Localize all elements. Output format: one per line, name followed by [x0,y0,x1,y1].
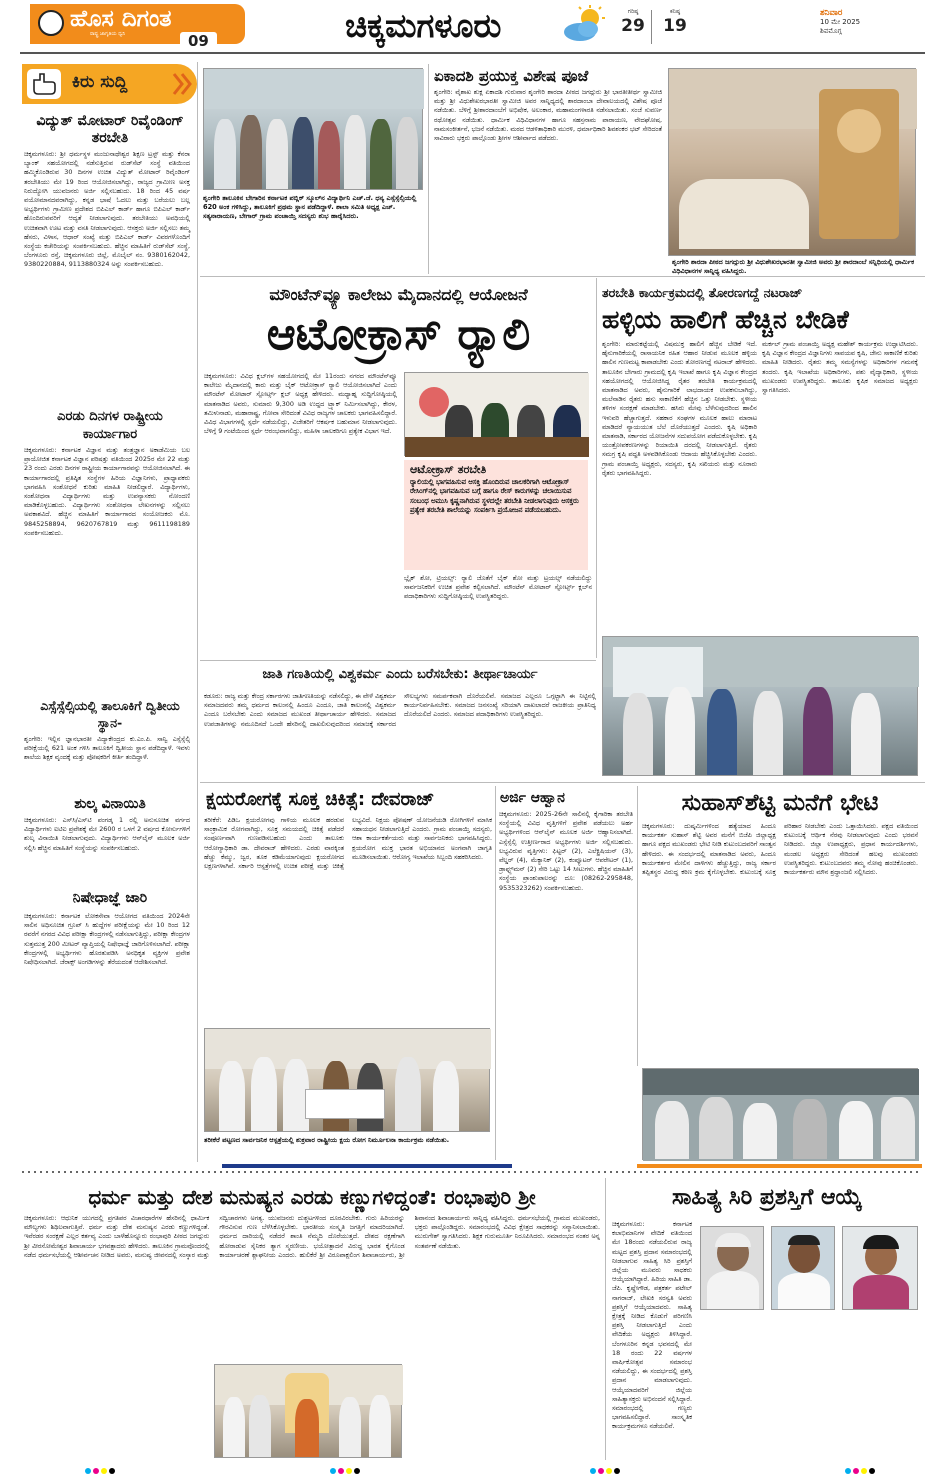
application-body: ಚಿಕ್ಕಮಗಳೂರು: 2025-26ನೇ ಸಾಲಿನಲ್ಲಿ ಕೈಗಾರಿಕಾ ತರಬೇತಿ ಸಂಸ್ಥೆಯಲ್ಲಿ ವಿವಿಧ ವೃತ್ತಿಗಳಿಗೆ ಪ್ರವೇಶ ಪಡೆಯಲು ಅರ್ಹ ಅಭ್ಯರ್ಥಿಗಳಿಂದ ಆನ್‌ಲೈನ್ ಮೂಲಕ ಅರ್ಜಿ ಆಹ್ವಾನಿಸಲಾಗಿದೆ. ಎಸ್ಸೆಸ್ಸೆಲ್ಸಿ ಉತ್ತೀರ್ಣರಾದ ಅಭ್ಯರ್ಥಿಗಳು ಅರ್ಜಿ ಸಲ್ಲಿಸಬಹುದು. ಲಭ್ಯವಿರುವ ವೃತ್ತಿಗಳು: ಫಿಟ್ಟರ್ (2), ಎಲೆಕ್ಟ್ರಿಷಿಯನ್ (3), ವೆಲ್ಡರ್ (4), ಮೆಕ್ಯಾನಿಕ್ (2), ಕಂಪ್ಯೂಟರ್ ಆಪರೇಟರ್ (1), ಡ್ರಾಫ್ಟ್ಸ್‌ಮನ್ (2) ಸೇರಿ ಒಟ್ಟು 14 ಸೀಟುಗಳು. ಹೆಚ್ಚಿನ ಮಾಹಿತಿಗೆ ಸಂಸ್ಥೆಯ ಪ್ರಾಂಶುಪಾಲರನ್ನು ದೂ: (08262-295848, 9535323262) ಸಂಪರ್ಕಿಸಬಹುದು. [499,810,633,892]
suhas-body: ಚಿಕ್ಕಮಗಳೂರು: ದುಷ್ಕರ್ಮಿಗಳಿಂದ ಹತ್ಯೆಯಾದ ಹಿಂದೂ ಕಾರ್ಯಕರ್ತ ಸುಹಾಸ್ ಶೆಟ್ಟಿ ಅವರ ಮನೆಗೆ ಬಿಜೆಪಿ ಜಿಲ್ಲಾಧ್ಯಕ್ಷ ಹಾಗೂ ಪಕ್ಷದ ಮುಖಂಡರು ಭೇಟಿ ನೀಡಿ ಕುಟುಂಬದವರಿಗೆ ಸಾಂತ್ವನ ಹೇಳಿದರು. ಈ ಸಂದರ್ಭದಲ್ಲಿ ಮಾತನಾಡಿದ ಅವರು, ಹಿಂದೂ ಕಾರ್ಯಕರ್ತರ ಮೇಲಿನ ದಾಳಿಗಳು ಹೆಚ್ಚುತ್ತಿದ್ದು, ರಾಜ್ಯ ಸರ್ಕಾರ ತಪ್ಪಿತಸ್ಥರ ವಿರುದ್ಧ ಕಠಿಣ ಕ್ರಮ ಕೈಗೊಳ್ಳಬೇಕು. ಕುಟುಂಬಕ್ಕೆ ಸೂಕ್ತ ಪರಿಹಾರ ನೀಡಬೇಕು ಎಂದು ಒತ್ತಾಯಿಸಿದರು. ಪಕ್ಷದ ವತಿಯಿಂದ ಕುಟುಂಬಕ್ಕೆ ಆರ್ಥಿಕ ನೆರವು ನೀಡಲಾಗುವುದು ಎಂದು ಭರವಸೆ ನೀಡಿದರು. ಜಿಲ್ಲಾ ಉಪಾಧ್ಯಕ್ಷರು, ಪ್ರಧಾನ ಕಾರ್ಯದರ್ಶಿಗಳು, ಮಂಡಲ ಅಧ್ಯಕ್ಷರು ಸೇರಿದಂತೆ ಹಲವು ಮುಖಂಡರು ಉಪಸ್ಥಿತರಿದ್ದರು. ಕುಟುಂಬದವರು ತಮ್ಮ ನೋವು ಹಂಚಿಕೊಂಡರು. ಕಾರ್ಯಕರ್ತರು ಮೌನ ಶ್ರದ್ಧಾಂಜಲಿ ಸಲ್ಲಿಸಿದರು. [642,822,918,877]
sahitya-body: ಚಿಕ್ಕಮಗಳೂರು: ಕರ್ನಾಟಕ ಕಲಾಭಿಮಾನಿಗಳ ವೇದಿಕೆ ವತಿಯಿಂದ ಮೇ 18ರಂದು ನಡೆಯಲಿರುವ ರಾಜ್ಯ ಮಟ್ಟದ ಪ್ರಶಸ್ತಿ ಪ್ರದಾನ ಸಮಾರಂಭದಲ್ಲಿ ನೀಡಲಾಗುವ ಸಾಹಿತ್ಯ ಸಿರಿ ಪ್ರಶಸ್ತಿಗೆ ಜಿಲ್ಲೆಯ ಮೂವರು ಸಾಧಕರು ಆಯ್ಕೆಯಾಗಿದ್ದಾರೆ. ಹಿರಿಯ ಸಾಹಿತಿ ಡಾ. ಜೆಪಿ. ಕೃಷ್ಣೇಗೌಡ, ಪತ್ರಕರ್ತ ಪಟೇಲ್ ನಾಗರಾಜ್, ಲೇಖಕಿ ಸರಸ್ವತಿ ಅವರು ಪ್ರಶಸ್ತಿಗೆ ಆಯ್ಕೆಯಾದವರು. ಸಾಹಿತ್ಯ ಕ್ಷೇತ್ರಕ್ಕೆ ನೀಡಿದ ಕೊಡುಗೆ ಪರಿಗಣಿಸಿ ಪ್ರಶಸ್ತಿ ನೀಡಲಾಗುತ್ತಿದೆ ಎಂದು ವೇದಿಕೆಯ ಅಧ್ಯಕ್ಷರು ತಿಳಿಸಿದ್ದಾರೆ. ಬೆಂಗಳೂರಿನ ಕನ್ನಡ ಭವನದಲ್ಲಿ ಮೇ 18 ರಂದು 22 ವರ್ಷಗಳ ವಾರ್ಷಿಕೋತ್ಸವ ಸಮಾರಂಭ ನಡೆಯಲಿದ್ದು, ಈ ಸಂದರ್ಭದಲ್ಲಿ ಪ್ರಶಸ್ತಿ ಪ್ರದಾನ ಮಾಡಲಾಗುವುದು. ಆಯ್ಕೆಯಾದವರಿಗೆ ಜಿಲ್ಲೆಯ ಸಾಹಿತ್ಯಾಸಕ್ತರು ಅಭಿನಂದನೆ ಸಲ್ಲಿಸಿದ್ದಾರೆ. ಸಮಾರಂಭದಲ್ಲಿ ಗಣ್ಯರು ಭಾಗವಹಿಸಲಿದ್ದಾರೆ. ಸಾಂಸ್ಕೃತಿಕ ಕಾರ್ಯಕ್ರಮಗಳೂ ನಡೆಯಲಿವೆ. [612,1220,692,1431]
autocross-info-box [404,460,588,570]
masthead [0,0,945,52]
tb-title: ಕ್ಷಯರೋಗಕ್ಕೆ ಸೂಕ್ತ ಚಿಕಿತ್ಸೆ: ದೇವರಾಜ್ [206,789,435,810]
min-temp: ಕನಿಷ್ಠ 19 [663,8,687,36]
school-group-photo [203,68,423,190]
vishwakarma-title: ಜಾತಿ ಗಣತಿಯಲ್ಲಿ ವಿಶ್ವಕರ್ಮ ಎಂದು ಬರೆಸಬೇಕು: ತೀರ್ಥಾಚಾರ್ಯ [262,667,538,682]
column-divider [605,1178,606,1460]
color-registration-marks [590,1468,620,1474]
school-photo-caption: ಶೃಂಗೇರಿ ತಾಲೂಕಿನ ಬೇಗಾರಿನ ಕರ್ನಾಟಕ ಪಬ್ಲಿಕ್ ಸ್ಕೂಲ್‌ನ ವಿದ್ಯಾರ್ಥಿನಿ ಎಚ್.ಜೆ. ಧನ್ಯ ಎಸ್ಸೆಸ್ಸೆಲ್ಸಿಯಲ್ಲಿ 620 ಅಂಕ ಗಳಿಸಿದ್ದು, ತಾಲೂಕಿಗೆ ಪ್ರಥಮ ಸ್ಥಾನ ಪಡೆದಿದ್ದಾಳೆ. ಶಾಲಾ ಸಮಿತಿ ಅಧ್ಯಕ್ಷ ಎಚ್. ಸತ್ಯನಾರಾಯಣ, ಬೇಗಾರ್ ಗ್ರಾಮ ಪಂಚಾಯ್ತಿ ಸದಸ್ಯರು ಶುಭ ಹಾರೈಸಿದರು. [203,194,417,220]
lamp-emblem-icon [38,10,64,36]
page-number: 09 [180,32,217,50]
kirusuddi-banner [22,64,197,104]
column-divider [637,786,638,1066]
max-temp: ಗರಿಷ್ಠ 29 [621,8,645,36]
brief-4-title: ಶುಲ್ಕ ವಿನಾಯಿತಿ [74,796,146,812]
sun-cloud-icon [560,4,610,44]
awardee-1-photo [700,1226,764,1310]
application-title: ಅರ್ಜಿ ಆಹ್ವಾನ [500,790,565,806]
ekadashi-caption: ಶೃಂಗೇರಿ ಶಾರದಾ ಪೀಠದ ಜಗದ್ಗುರು ಶ್ರೀ ವಿಧುಶೇಖರಭಾರತೀ ಸ್ವಾಮೀಜಿ ಅವರು ಶ್ರೀ ಶಾರದಾಂಬೆ ಸನ್ನಿಧಿಯಲ್ಲಿ ಧಾರ್ಮಿಕ ವಿಧಿವಿಧಾನಗಳ ಸಾನ್ನಿಧ್ಯ ವಹಿಸಿದ್ದರು. [672,258,915,275]
city-title: ಚಿಕ್ಕಮಗಳೂರು [345,6,502,45]
awardee-3-photo [842,1226,918,1310]
nataraj-body: ಶೃಂಗೇರಿ: ಮಾರುಕಟ್ಟೆಯಲ್ಲಿ ವಿಷಮುಕ್ತ ಹಾಲಿಗೆ ಹೆಚ್ಚಿನ ಬೇಡಿಕೆ ಇದೆ. ಹೈನುಗಾರಿಕೆಯಲ್ಲಿ ರಾಸಾಯನಿಕ ರಹಿತ ಆಹಾರ ನೀಡುವ ಮೂಲಕ ಹಳ್ಳಿಯ ಹಾಲಿನ ಗುಣಮಟ್ಟ ಕಾಪಾಡಬೇಕು ಎಂದು ತೋರಣಗದ್ದೆ ನಟರಾಜ್ ಹೇಳಿದರು. ತಾಲೂಕಿನ ಬೇಗಾರು ಗ್ರಾಮದಲ್ಲಿ ಕೃಷಿ ಇಲಾಖೆ ಹಾಗೂ ಕೃಷಿ ವಿಜ್ಞಾನ ಕೇಂದ್ರದ ಸಹಯೋಗದಲ್ಲಿ ಆಯೋಜಿಸಿದ್ದ ರೈತರ ತರಬೇತಿ ಕಾರ್ಯಕ್ರಮದಲ್ಲಿ ಮಾತನಾಡಿದ ಅವರು, ಹೈನುಗಾರಿಕೆ ಲಾಭದಾಯಕ ಉಪಕಸುಬಾಗಿದ್ದು, ಮಲೆನಾಡಿನ ರೈತರು ಹಸು ಸಾಕಾಣಿಕೆಗೆ ಹೆಚ್ಚಿನ ಒತ್ತು ನೀಡಬೇಕು. ಸ್ಥಳೀಯ ತಳಿಗಳ ಸಂರಕ್ಷಣೆ ಮಾಡಬೇಕು. ಹಸಿರು ಮೇವು ಬೆಳೆಸುವುದರಿಂದ ಹಾಲಿನ ಇಳುವರಿ ಹೆಚ್ಚಾಗುತ್ತದೆ. ಸಹಕಾರ ಸಂಘಗಳ ಮೂಲಕ ಹಾಲು ಮಾರಾಟ ಮಾಡಿದರೆ ನ್ಯಾಯಯುತ ಬೆಲೆ ದೊರೆಯುತ್ತದೆ ಎಂದರು. ಕೃಷಿ ಅಧಿಕಾರಿ ಮಾತನಾಡಿ, ಸರ್ಕಾರದ ಯೋಜನೆಗಳ ಸದುಪಯೋಗ ಪಡೆದುಕೊಳ್ಳಬೇಕು. ಕೃಷಿ ಯಂತ್ರೋಪಕರಣಗಳನ್ನು ರಿಯಾಯಿತಿ ದರದಲ್ಲಿ ನೀಡಲಾಗುತ್ತಿದೆ. ರೈತರು ಸಮಗ್ರ ಕೃಷಿ ಪದ್ಧತಿ ಅಳವಡಿಸಿಕೊಂಡು ಆದಾಯ ಹೆಚ್ಚಿಸಿಕೊಳ್ಳಬೇಕು ಎಂದರು. ಗ್ರಾಮ ಪಂಚಾಯ್ತಿ ಅಧ್ಯಕ್ಷರು, ಸದಸ್ಯರು, ಕೃಷಿ ಸಖಿಯರು ಮತ್ತು ನೂರಾರು ರೈತರು ಭಾಗವಹಿಸಿದ್ದರು. [602,340,757,477]
brief-5-title: ನಿಷೇಧಾಜ್ಞೆ ಜಾರಿ [72,890,148,906]
awardee-2-photo [771,1226,835,1310]
dotted-rule [22,1168,922,1178]
brief-3-title: ಎಸ್ಸೆಸ್ಸೆಲ್ಸಿಯಲ್ಲಿ ತಾಲೂಕಿಗೆ ದ್ವಿತೀಯ ಸ್ಥಾನ- [40,698,180,730]
date-block: ಶನಿವಾರ 10 ಮೇ 2025 ಶಿವಮೊಗ್ಗ [820,8,861,35]
tb-caption: ತರೀಕೆರೆ ಪಟ್ಟಣದ ಸಾರ್ವಜನಿಕ ಆಸ್ಪತ್ರೆಯಲ್ಲಿ ಶುಕ್ರವಾರ ರಾಷ್ಟ್ರೀಯ ಕ್ಷಯ ರೋಗ ನಿರ್ಮೂಲನಾ ಕಾರ್ಯಕ್ರಮ ನಡೆಯಿತು. [204,1136,450,1144]
rambhapuri-body-cont-2 [406,1364,600,1460]
column-divider [596,278,597,658]
rambhapuri-title: ಧರ್ಮ ಮತ್ತು ದೇಶ ಮನುಷ್ಯನ ಎರಡು ಕಣ್ಣುಗಳಿದ್ದಂತೆ: ರಂಭಾಪುರಿ ಶ್ರೀ [88,1185,536,1209]
brief-4-body: ಚಿಕ್ಕಮಗಳೂರು: ಎಸ್‌ಸಿ/ಎಸ್‌ಟಿ ಪಂಗಡ್ಕ 1 ರಲ್ಲಿ ಅನುಸೂಚಿತ ವರ್ಗದ ವಿದ್ಯಾರ್ಥಿಗಳು ಐಟಿಐ ಪ್ರವೇಶಕ್ಕೆ ಮೇ 2600 ರ ಒಳಗೆ 2 ವರ್ಷದ ಕೋರ್ಸುಗಳಿಗೆ ಶುಲ್ಕ ವಿನಾಯಿತಿ ನೀಡಲಾಗುವುದು. ವಿದ್ಯಾರ್ಥಿಗಳು ಆನ್‌ಲೈನ್ ಮೂಲಕ ಅರ್ಜಿ ಸಲ್ಲಿಸಿ ಹೆಚ್ಚಿನ ಮಾಹಿತಿಗೆ ಸಂಸ್ಥೆಯನ್ನು ಸಂಪರ್ಕಿಸಬಹುದು. [24,816,190,852]
kirusuddi-label: ಕಿರು ಸುದ್ದಿ [72,72,128,92]
nataraj-body-2: ಮರ್ಕಲ್ ಗ್ರಾಮ ಪಂಚಾಯ್ತಿ ಅಧ್ಯಕ್ಷ ಮಹೇಶ್ ಕಾರ್ಯಕ್ರಮ ಉದ್ಘಾಟಿಸಿದರು. ಕೃಷಿ ವಿಜ್ಞಾನ ಕೇಂದ್ರದ ವಿಜ್ಞಾನಿಗಳು ಸಾವಯವ ಕೃಷಿ, ಜೇನು ಸಾಕಾಣಿಕೆ ಕುರಿತು ಮಾಹಿತಿ ನೀಡಿದರು. ರೈತರು ತಮ್ಮ ಸಮಸ್ಯೆಗಳನ್ನು ಅಧಿಕಾರಿಗಳ ಗಮನಕ್ಕೆ ತಂದರು. ಕೃಷಿ ಇಲಾಖೆಯ ಅಧಿಕಾರಿಗಳು, ಪಶು ವೈದ್ಯಾಧಿಕಾರಿ, ಸ್ಥಳೀಯ ಮುಖಂಡರು ಉಪಸ್ಥಿತರಿದ್ದರು. ತಾಲೂಕು ಕೃಷಿಕ ಸಮಾಜದ ಅಧ್ಯಕ್ಷರು ಸ್ವಾಗತಿಸಿದರು. [762,340,918,395]
autocross-title: ಆಟೋಕ್ರಾಸ್ ರ‍್ಯಾಲಿ [266,309,531,360]
sahitya-title: ಸಾಹಿತ್ಯ ಸಿರಿ ಪ್ರಶಸ್ತಿಗೆ ಆಯ್ಕೆ [671,1185,863,1210]
pointing-hand-icon [26,68,62,100]
column-divider [197,62,198,1162]
rambhapuri-photo [214,1364,402,1458]
sahitya-body-cont [700,1314,918,1460]
column-divider [495,786,496,1160]
brief-2-body: ಚಿಕ್ಕಮಗಳೂರು: ಕರ್ನಾಟಕ ವಿಜ್ಞಾನ ಮತ್ತು ತಂತ್ರಜ್ಞಾನ ಅಕಾಡೆಮಿಯ ಬಲ ಪ್ರಾಯೋಜಿತ ಕರ್ನಾಟಕ ವಿಜ್ಞಾನ ಪರಿಷತ್ತು ವತಿಯಿಂದ 2025ರ ಮೇ 22 ಮತ್ತು 23 ರಂದು ಎರಡು ದಿನಗಳ ರಾಷ್ಟ್ರೀಯ ಕಾರ್ಯಾಗಾರವನ್ನು ಆಯೋಜಿಸಲಾಗಿದೆ. ಈ ಕಾರ್ಯಾಗಾರದಲ್ಲಿ ಪ್ರತಿಷ್ಠಿತ ಸಂಸ್ಥೆಗಳ ಹಿರಿಯ ವಿಜ್ಞಾನಿಗಳು, ಪ್ರಾಧ್ಯಾಪಕರು ಭಾಗವಹಿಸಿ ಸಂಶೋಧನೆ ಕುರಿತು ಮಾಹಿತಿ ನೀಡಲಿದ್ದಾರೆ. ವಿದ್ಯಾರ್ಥಿಗಳು, ಸಂಶೋಧನಾ ವಿದ್ಯಾರ್ಥಿಗಳು ಮತ್ತು ಉಪನ್ಯಾಸಕರು ನೋಂದಣಿ ಮಾಡಿಕೊಳ್ಳಬಹುದು. ವಿದ್ಯಾರ್ಥಿಗಳು ಸಂಶೋಧನಾ ಲೇಖನಗಳನ್ನು ಸಲ್ಲಿಸಲು ಅವಕಾಶವಿದೆ. ಹೆಚ್ಚಿನ ಮಾಹಿತಿಗೆ ಕಾರ್ಯಾಗಾರದ ಸಂಯೋಜಕರು ಮೊ. 9845258894, 9620767819 ಮತ್ತು 9611198189 ಸಂಪರ್ಕಿಸಬಹುದು. [24,446,190,537]
tb-body: ತರೀಕೆರೆ: ಪಿಡಿಒ ಕ್ಷಯರೋಗವು ಗಾಳಿಯ ಮೂಲಕ ಹರಡುವ ಸಾಂಕ್ರಾಮಿಕ ರೋಗವಾಗಿದ್ದು, ಸೂಕ್ತ ಸಮಯದಲ್ಲಿ ಚಿಕಿತ್ಸೆ ಪಡೆದರೆ ಸಂಪೂರ್ಣವಾಗಿ ಗುಣಪಡಿಸಬಹುದು ಎಂದು ತಾಲೂಕು ಆರೋಗ್ಯಾಧಿಕಾರಿ ಡಾ. ದೇವರಾಜ್ ಹೇಳಿದರು. ಎರಡು ವಾರಕ್ಕಿಂತ ಹೆಚ್ಚು ಕೆಮ್ಮು, ಜ್ವರ, ತೂಕ ಕಡಿಮೆಯಾಗುವುದು ಕ್ಷಯರೋಗದ ಲಕ್ಷಣಗಳಾಗಿವೆ. ಸರ್ಕಾರಿ ಆಸ್ಪತ್ರೆಗಳಲ್ಲಿ ಉಚಿತ ಪರೀಕ್ಷೆ ಮತ್ತು ಚಿಕಿತ್ಸೆ ಲಭ್ಯವಿದೆ. ನಿಕ್ಷಯ ಪೋಷಣ್ ಯೋಜನೆಯಡಿ ರೋಗಿಗಳಿಗೆ ಮಾಸಿಕ ಸಹಾಯಧನ ನೀಡಲಾಗುತ್ತಿದೆ ಎಂದರು. ಗ್ರಾಮ ಪಂಚಾಯ್ತಿ ಸದಸ್ಯರು, ಆಶಾ ಕಾರ್ಯಕರ್ತೆಯರು ಮತ್ತು ಸಾರ್ವಜನಿಕರು ಭಾಗವಹಿಸಿದ್ದರು. ಕ್ಷಯರೋಗ ಮುಕ್ತ ಭಾರತ ಅಭಿಯಾನದ ಅಂಗವಾಗಿ ಜಾಗೃತಿ ಮೂಡಿಸಲಾಯಿತು. ಆರೋಗ್ಯ ಇಲಾಖೆಯ ಸಿಬ್ಬಂದಿ ಸಹಕರಿಸಿದರು. [204,816,492,871]
brief-3-body: ಶೃಂಗೇರಿ: ಇಲ್ಲಿನ ಜ್ಞಾನಭಾರತೀ ವಿದ್ಯಾಕೇಂದ್ರದ ಕು.ಎಂ.ಪಿ. ಸಾನ್ವಿ ಎಸ್ಸೆಸ್ಸೆಲ್ಸಿ ಪರೀಕ್ಷೆಯಲ್ಲಿ 621 ಅಂಕ ಗಳಿಸಿ ತಾಲೂಕಿಗೆ ದ್ವಿತೀಯ ಸ್ಥಾನ ಪಡೆದಿದ್ದಾಳೆ. ಇವಳು ಶಾಲೆಯ ಶಿಕ್ಷಕ ವೃಂದಕ್ಕೆ ಮತ್ತು ಪೋಷಕರಿಗೆ ಕೀರ್ತಿ ತಂದಿದ್ದಾಳೆ. [24,735,190,762]
autocross-body-right: ಬ್ಲೈಕ್ ಶೋ, ಟ್ರಿಯಲ್ಸ್: ರ‍್ಯಾಲಿ ಜೊತೆಗೆ ಬೈಕ್ ಶೋ ಮತ್ತು ಟ್ರಯಲ್ಸ್ ನಡೆಯಲಿದ್ದು ಸಾರ್ವಜನಿಕರಿಗೆ ಉಚಿತ ಪ್ರವೇಶ ಕಲ್ಪಿಸಲಾಗಿದೆ. ಮೌಂಟೆನ್ ಮೋಟಾರ್ ಸ್ಪೋರ್ಟ್ಸ್ ಕ್ಲಬ್‌ನ ಪದಾಧಿಕಾರಿಗಳು ಸುದ್ದಿಗೋಷ್ಠಿಯಲ್ಲಿ ಉಪಸ್ಥಿತರಿದ್ದರು. [404,574,592,601]
color-registration-marks [845,1468,875,1474]
autocross-box-body: ರ‍್ಯಾಲಿಯಲ್ಲಿ ಭಾಗವಹಿಸುವ ಆಸಕ್ತಿ ಹೊಂದಿರುವ ಚಾಲಕರಿಗಾಗಿ ಆಟೋಕ್ರಾಸ್ ರೇಸಿಂಗ್‌ನಲ್ಲಿ ಭಾಗವಹಿಸುವ ಬಗ್ಗೆ ಹಾಗೂ ರೇಸ್ ಕಾರುಗಳನ್ನು ಚಲಾಯಿಸುವ ಸಂಬಂಧ ಅಮುಸಿ ಕೃಷ್ಣನಾಗಿರುವ ಸ್ಥಳದಲ್ಲೇ ತರಬೇತಿ ನೀಡಲಾಗುವುದು ಆಸಕ್ತರು ಪ್ರತ್ಯೇಕ ತರಬೇತಿ ಶಾಲೆಯನ್ನು ಸಂಪರ್ಕಿಸಿ ಪ್ರಯೋಜನ ಪಡೆಯಬಹುದು. [410,478,579,515]
nataraj-training-photo [602,636,918,776]
vishwakarma-body: ಕಡೂರು: ರಾಜ್ಯ ಮತ್ತು ಕೇಂದ್ರ ಸರ್ಕಾರಗಳು ಜಾತಿಗಣತಿಯನ್ನು ನಡೆಸಲಿದ್ದು, ಈ ವೇಳೆ ವಿಶ್ವಕರ್ಮ ಸಮಾಜದವರು ತಮ್ಮ ಧರ್ಮದ ಕಾಲಂನಲ್ಲಿ ಹಿಂದೂ ಎಂದೂ, ಜಾತಿ ಕಾಲಂನಲ್ಲಿ ವಿಶ್ವಕರ್ಮ ಎಂದೂ ಬರೆಸಬೇಕು ಎಂದು ಸಮಾಜದ ಮುಖಂಡ ತೀರ್ಥಾಚಾರ್ಯ ಹೇಳಿದರು. ಸಮಾಜದ ಉಪಜಾತಿಗಳನ್ನು ನಮೂದಿಸದೆ ಒಂದೇ ಹೆಸರಿನಲ್ಲಿ ದಾಖಲಿಸುವುದರಿಂದ ಸಮಾಜಕ್ಕೆ ಸರ್ಕಾರದ ಸೌಲಭ್ಯಗಳು ಸಮರ್ಪಕವಾಗಿ ದೊರೆಯಲಿವೆ. ಸಮಾಜದ ಎಲ್ಲರೂ ಒಗ್ಗಟ್ಟಾಗಿ ಈ ನಿಟ್ಟಿನಲ್ಲಿ ಕಾರ್ಯನಿರ್ವಹಿಸಬೇಕು. ಸಮಾಜದ ಜನಸಂಖ್ಯೆ ಸರಿಯಾಗಿ ದಾಖಲಾದರೆ ರಾಜಕೀಯ ಪ್ರಾತಿನಿಧ್ಯ ದೊರೆಯಲಿದೆ ಎಂದರು. ಸಮಾಜದ ಪದಾಧಿಕಾರಿಗಳು ಉಪಸ್ಥಿತರಿದ್ದರು. [204,692,596,728]
logo-text: ಹೊಸ ದಿಗಂತ [70,6,172,32]
brief-1-title: ವಿದ್ಯುತ್ ಮೋಟಾರ್ ರಿವೈಂಡಿಂಗ್ ತರಬೇತಿ [36,113,184,146]
ekadashi-body: ಶೃಂಗೇರಿ: ವೈಶಾಖ ಶುಕ್ಲ ಏಕಾದಶಿ ಗುರುವಾರ ಶೃಂಗೇರಿ ಶಾರದಾ ಪೀಠದ ಜಗದ್ಗುರು ಶ್ರೀ ಭಾರತೀತೀರ್ಥ ಸ್ವಾಮೀಜಿ ಮತ್ತು ಶ್ರೀ ವಿಧುಶೇಖರಭಾರತೀ ಸ್ವಾಮೀಜಿ ಅವರ ಸಾನ್ನಿಧ್ಯದಲ್ಲಿ ಶಾರದಾಂಬಾ ದೇವಾಲಯದಲ್ಲಿ ವಿಶೇಷ ಪೂಜೆ ನಡೆಯಿತು. ಬೆಳಿಗ್ಗೆ ಶ್ರೀಶಾರದಾಂಬೆಗೆ ಅಭಿಷೇಕ, ಅಲಂಕಾರ, ಮಹಾಮಂಗಳಾರತಿ ನಡೆಸಲಾಯಿತು. ಸಂಜೆ ಸುವರ್ಣ ರಥೋತ್ಸವ ನಡೆಯಿತು. ಧಾರ್ಮಿಕ ವಿಧಿವಿಧಾನಗಳ ಹಾಗೂ ಸಹಸ್ರನಾಮ ಪಾರಾಯಣ, ವೇದಘೋಷ, ನಾಮಸಂಕೀರ್ತನೆ, ಭಜನೆ ನಡೆಯಿತು. ಮಠದ ಆಡಳಿತಾಧಿಕಾರಿ ಮುರಳಿ, ಧರ್ಮಾಧಿಕಾರಿ ಶಿವಶಂಕರ ಭಟ್ ಸೇರಿದಂತೆ ಸಾವಿರಾರು ಭಕ್ತರು ಪಾಲ್ಗೊಂಡು ಶ್ರೀಗಳ ಆಶೀರ್ವಾದ ಪಡೆದರು. [434,88,662,143]
section-divider [200,660,596,661]
autocross-kicker: ಮೌಂಟೆನ್‌ವ್ಯೂ ಕಾಲೇಜು ಮೈದಾನದಲ್ಲಿ ಆಯೋಜನೆ [269,285,528,304]
section-divider [200,276,925,277]
logo-tagline: ರಾಷ್ಟ್ರ ಜಾಗೃತಿಯ ಧ್ವನಿ [90,31,126,37]
column-divider [428,64,429,274]
rambhapuri-body-cont [24,1364,210,1460]
suhas-title: ಸುಹಾಸ್‌ಶೆಟ್ಟಿ ಮನೆಗೆ ಭೇಟಿ [681,790,879,816]
brief-5-body: ಚಿಕ್ಕಮಗಳೂರು: ಕರ್ನಾಟಕ ಲೋಕಸೇವಾ ಆಯೋಗದ ವತಿಯಿಂದ 2024ನೇ ಸಾಲಿನ ಅಧಿಸೂಚಿತ ಗ್ರೂಪ್ ಸಿ ಹುದ್ದೆಗಳ ಪರೀಕ್ಷೆಯನ್ನು ಮೇ 10 ರಿಂದ 12 ರವರೆಗೆ ನಗರದ ವಿವಿಧ ಪರೀಕ್ಷಾ ಕೇಂದ್ರಗಳಲ್ಲಿ ನಡೆಸಲಾಗುತ್ತಿದ್ದು, ಪರೀಕ್ಷಾ ಕೇಂದ್ರಗಳ ಸುತ್ತಮುತ್ತ 200 ಮೀಟರ್ ವ್ಯಾಪ್ತಿಯಲ್ಲಿ ನಿಷೇಧಾಜ್ಞೆ ಜಾರಿಗೊಳಿಸಲಾಗಿದೆ. ಪರೀಕ್ಷಾ ಕೇಂದ್ರಗಳಲ್ಲಿ ಅಭ್ಯರ್ಥಿಗಳು ಹೊರತುಪಡಿಸಿ ಅನಧಿಕೃತ ವ್ಯಕ್ತಿಗಳ ಪ್ರವೇಶ ನಿಷೇಧಿಸಲಾಗಿದೆ. ಜೆರಾಕ್ಸ್ ಅಂಗಡಿಗಳನ್ನು ತೆರೆಯದಂತೆ ಆದೇಶಿಸಲಾಗಿದೆ. [24,912,190,967]
nataraj-title: ಹಳ್ಳಿಯ ಹಾಲಿಗೆ ಹೆಚ್ಚಿನ ಬೇಡಿಕೆ [602,305,849,334]
autocross-box-title: ಆಟೋಕ್ರಾಸ್ ತರಬೇತಿ [410,463,487,476]
section-divider [200,782,925,783]
ekadashi-title: ಏಕಾದಶಿ ಪ್ರಯುಕ್ತ ವಿಶೇಷ ಪೂಜೆ [434,67,589,85]
double-chevron-icon [172,72,194,96]
brief-2-title: ಎರಡು ದಿನಗಳ ರಾಷ್ಟ್ರೀಯ ಕಾರ್ಯಾಗಾರ [57,409,163,442]
nataraj-kicker: ತರಬೇತಿ ಕಾರ್ಯಕ್ರಮದಲ್ಲಿ ತೋರಣಗದ್ದೆ ನಟರಾಜ್ [602,285,803,300]
newspaper-logo [30,4,245,50]
autocross-press-photo [404,372,588,456]
rambhapuri-body: ಚಿಕ್ಕಮಗಳೂರು: ಆಧುನಿಕ ಯುಗದಲ್ಲಿ ಪ್ರಗತಿಪರ ವಿಚಾರಧಾರೆಗಳ ಹೆಸರಿನಲ್ಲಿ ಧಾರ್ಮಿಕ ಮೌಲ್ಯಗಳು ಶಿಥಿಲವಾಗುತ್ತಿವೆ. ಧರ್ಮ ಮತ್ತು ದೇಶ ಮನುಷ್ಯನ ಎರಡು ಕಣ್ಣುಗಳಿದ್ದಂತೆ. ಇವೆರಡರ ಸಂರಕ್ಷಣೆ ಎಲ್ಲರ ಕರ್ತವ್ಯ ಎಂದು ಬಾಳೆಹೊನ್ನೂರು ರಂಭಾಪುರಿ ಪೀಠದ ಜಗದ್ಗುರು ಶ್ರೀ ವೀರಸೋಮೇಶ್ವರ ಶಿವಾಚಾರ್ಯ ಭಗವತ್ಪಾದರು ಹೇಳಿದರು. ತಾಲೂಕಿನ ಗ್ರಾಮವೊಂದರಲ್ಲಿ ನಡೆದ ಧರ್ಮಸಭೆಯಲ್ಲಿ ಆಶೀರ್ವಚನ ನೀಡಿದ ಅವರು, ಮನುಷ್ಯ ಜೀವನದಲ್ಲಿ ಸಂಸ್ಕಾರ ಮತ್ತು ಸದ್ವಿಚಾರಗಳು ಅಗತ್ಯ. ಯುವಜನರು ದುಶ್ಚಟಗಳಿಂದ ದೂರವಿರಬೇಕು. ಗುರು ಹಿರಿಯರನ್ನು ಗೌರವಿಸುವ ಗುಣ ಬೆಳೆಸಿಕೊಳ್ಳಬೇಕು. ಭಾರತೀಯ ಸಂಸ್ಕೃತಿ ಜಗತ್ತಿಗೆ ಮಾದರಿಯಾಗಿದೆ. ಧರ್ಮದ ದಾರಿಯಲ್ಲಿ ನಡೆದರೆ ಶಾಂತಿ ನೆಮ್ಮದಿ ದೊರೆಯುತ್ತದೆ. ದೇಶದ ರಕ್ಷಣೆಗಾಗಿ ಹೋರಾಡುವ ಸೈನಿಕರ ತ್ಯಾಗ ಸ್ಮರಣೀಯ. ಭಯೋತ್ಪಾದನೆ ವಿರುದ್ಧ ಭಾರತ ಕೈಗೊಂಡ ಕಾರ್ಯಾಚರಣೆ ಶ್ಲಾಘನೀಯ ಎಂದರು. ಹುಲಿಕೆರೆ ಶ್ರೀ ವಿರೂಪಾಕ್ಷಲಿಂಗ ಶಿವಾಚಾರ್ಯರು, ಶ್ರೀ ಶಿವಾನಂದ ಶಿವಾಚಾರ್ಯರು ಸಾನ್ನಿಧ್ಯ ವಹಿಸಿದ್ದರು. ಧರ್ಮಸಭೆಯಲ್ಲಿ ಗ್ರಾಮದ ಮುಖಂಡರು, ಭಕ್ತರು ಪಾಲ್ಗೊಂಡಿದ್ದರು. ಸಮಾರಂಭದಲ್ಲಿ ವಿವಿಧ ಕ್ಷೇತ್ರದ ಸಾಧಕರನ್ನು ಸನ್ಮಾನಿಸಲಾಯಿತು. ಮುರುಗೇಶ್ ಸ್ವಾಗತಿಸಿದರು. ಶಿಕ್ಷಕ ಗುರುಮೂರ್ತಿ ನಿರೂಪಿಸಿದರು. ಸಮಾರಂಭದ ನಂತರ ಅನ್ನ ಸಂತರ್ಪಣೆ ನಡೆಯಿತು. [24,1214,600,1259]
tb-photo [204,1028,490,1132]
autocross-body-left: ಚಿಕ್ಕಮಗಳೂರು: ವಿವಿಧ ಕ್ಲಬ್‌ಗಳ ಸಹಯೋಗದಲ್ಲಿ ಮೇ 11ರಂದು ನಗರದ ಮೌಂಟೆನ್‌ವ್ಯೂ ಕಾಲೇಜು ಮೈದಾನದಲ್ಲಿ ಕಾರು ಮತ್ತು ಬೈಕ್ ಆಟೋಕ್ರಾಸ್ ರ‍್ಯಾಲಿ ಆಯೋಜಿಸಲಾಗಿದೆ ಎಂದು ಮೌಂಟೆನ್ ಮೋಟಾರ್ ಸ್ಪೋರ್ಟ್ಸ್ ಕ್ಲಬ್ ಅಧ್ಯಕ್ಷ ಹೇಳಿದರು. ಮಧ್ಯಾಹ್ನ ಸುದ್ದಿಗೋಷ್ಠಿಯಲ್ಲಿ ಮಾತನಾಡಿದ ಅವರು, ಸುಮಾರು 9,300 ಅಡಿ ಉದ್ದದ ಟ್ರ್ಯಾಕ್ ನಿರ್ಮಿಸಲಾಗಿದ್ದು, ಕೇರಳ, ತಮಿಳುನಾಡು, ಮಹಾರಾಷ್ಟ್ರ, ಗೋವಾ ಸೇರಿದಂತೆ ವಿವಿಧ ರಾಜ್ಯಗಳ ಚಾಲಕರು ಭಾಗವಹಿಸಲಿದ್ದಾರೆ. ವಿವಿಧ ವಿಭಾಗಗಳಲ್ಲಿ ಸ್ಪರ್ಧೆ ನಡೆಯಲಿದ್ದು, ವಿಜೇತರಿಗೆ ಆಕರ್ಷಕ ಬಹುಮಾನ ನೀಡಲಾಗುವುದು. ಬೆಳಿಗ್ಗೆ 9 ಗಂಟೆಯಿಂದ ಸ್ಪರ್ಧೆ ಆರಂಭವಾಗಲಿದ್ದು, ಮಹಿಳಾ ಚಾಲಕರಿಗೂ ಪ್ರತ್ಯೇಕ ವಿಭಾಗ ಇದೆ. [204,372,397,436]
ekadashi-photo [668,68,916,256]
brief-1-body: ಚಿಕ್ಕಮಗಳೂರು: ಶ್ರೀ ಧರ್ಮಸ್ಥಳ ಮಂಜುನಾಥೇಶ್ವರ ಶಿಕ್ಷಣ ಟ್ರಸ್ಟ್ ಮತ್ತು ಕೆನರಾ ಬ್ಯಾಂಕ್ ಸಹಯೋಗದಲ್ಲಿ ನಡೆಸುತ್ತಿರುವ ರುಡ್‌ಸೆಟ್ ಸಂಸ್ಥೆ ವತಿಯಿಂದ ಹಮ್ಮಿಕೊಂಡಿರುವ 30 ದಿನಗಳ ಉಚಿತ ವಿದ್ಯುತ್ ಮೋಟಾರ್ ರಿವೈಂಡಿಂಗ್ ತರಬೇತಿಯು ಮೇ 19 ರಿಂದ ಆಯೋಜಿಸಲಾಗಿದ್ದು, ರಾಜ್ಯದ ಗ್ರಾಮೀಣ ಅಸಕ್ತ ನಿರುದ್ಯೋಗಿ ಯುವಜನರು ಅರ್ಜಿ ಸಲ್ಲಿಸಬಹುದು. 18 ರಿಂದ 45 ವರ್ಷ ವಯೋಮಾನದವರಾಗಿದ್ದು, ಕನ್ನಡ ಭಾಷೆ ಓದಲು ಮತ್ತು ಬರೆಯಲು ಬಲ್ಲ ಅಭ್ಯರ್ಥಿಗಳು ಗ್ರಾಮೀಣ ಪ್ರದೇಶದ ಬಿಪಿಎಲ್ ಕಾರ್ಡ್ ಹಾಗೂ ಬಿಪಿಎಲ್ ಕಾರ್ಡ್ ಹೊಂದಿರುವವರಿಗೆ ಆದ್ಯತೆ ನೀಡಲಾಗುವುದು. ತರಬೇತಿಯು ಅವಧಿಯಲ್ಲಿ ಉಚಿತವಾಗಿ ಊಟ ಮತ್ತು ವಸತಿ ನೀಡಲಾಗುವುದು. ಆಸಕ್ತರು ಅರ್ಜಿ ಸಲ್ಲಿಸಲು ತಮ್ಮ ಹೆಸರು, ವಿಳಾಸ, ಆಧಾರ್ ಸಂಖ್ಯೆ ಮತ್ತು ಬಿಪಿಎಲ್ ಕಾರ್ಡ್ ವಿವರಗಳೊಂದಿಗೆ ಸಂಸ್ಥೆಯ ಕಚೇರಿಯನ್ನು ಸಂಪರ್ಕಿಸಬಹುದು. ಹೆಚ್ಚಿನ ಮಾಹಿತಿಗೆ ರುಡ್‌ಸೆಟ್ ಸಂಸ್ಥೆ, ಬೆಂಗಳೂರು ರಸ್ತೆ, ಚಿಕ್ಕಮಗಳೂರು ಜಿಲ್ಲೆ, ಮೊಬೈಲ್ ನಂ. 9380162042, 9380220884, 9113880324 ಅನ್ನು ಸಂಪರ್ಕಿಸಬಹುದು. [24,150,190,269]
color-registration-marks [330,1468,360,1474]
color-registration-marks [85,1468,115,1474]
suhas-visit-photo [642,1068,918,1160]
masthead-rule [20,52,925,54]
